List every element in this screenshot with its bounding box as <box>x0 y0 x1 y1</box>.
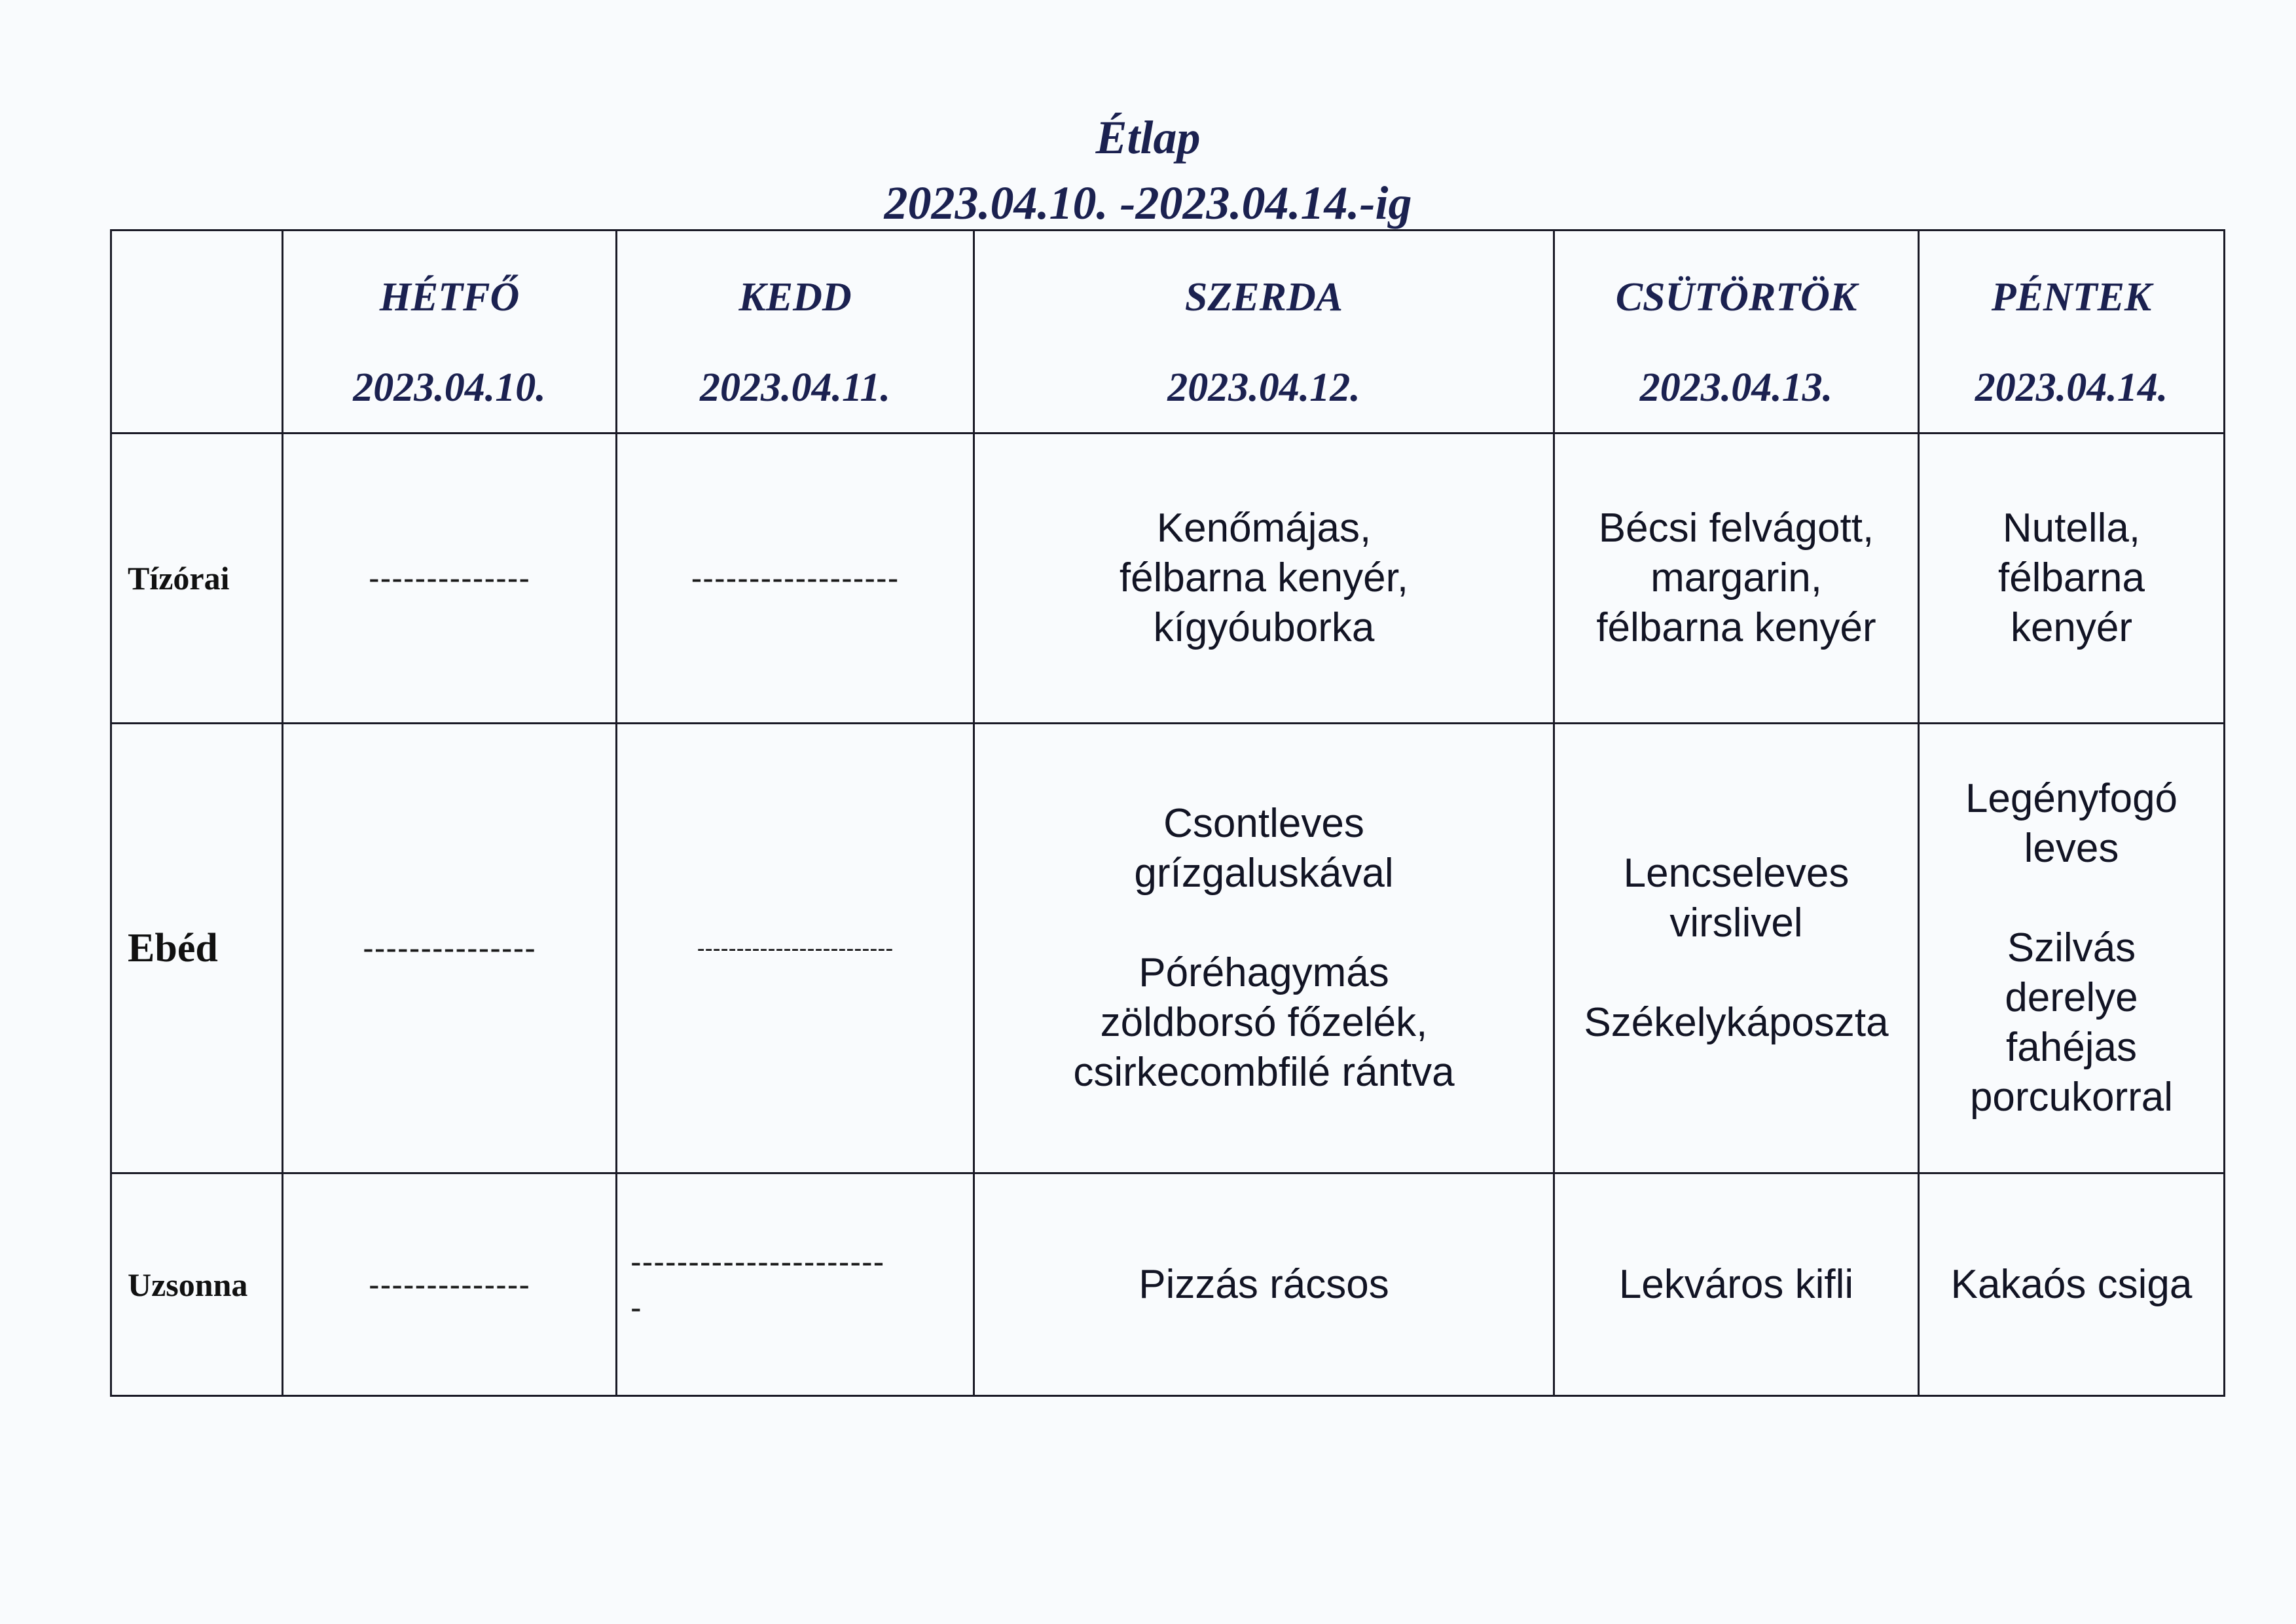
row-label-uzsonna: Uzsonna <box>111 1173 283 1396</box>
day-name: PÉNTEK <box>1991 275 2152 320</box>
tizorai-wednesday <box>974 434 1554 724</box>
uzsonna-friday: Kakaós csiga <box>1919 1173 2225 1396</box>
menu-line: - <box>630 1289 642 1326</box>
day-name: KEDD <box>738 275 852 320</box>
menu-line: félbarna kenyér <box>1596 605 1876 650</box>
row-label-tizorai: Tízórai <box>111 434 283 724</box>
tizorai-monday: -------------- <box>283 434 617 724</box>
day-header-wednesday <box>974 231 1554 434</box>
menu-line: virslivel <box>1669 900 1803 946</box>
menu-line: derelye <box>2005 975 2138 1020</box>
day-date: 2023.04.12. <box>1167 365 1360 410</box>
row-tizorai <box>111 434 2225 724</box>
tizorai-tuesday: ------------------ <box>617 434 974 724</box>
menu-line: Bécsi felvágott, <box>1598 506 1874 551</box>
menu-line: porcukorral <box>1969 1075 2174 1120</box>
menu-line: Kenőmájas, <box>1156 506 1372 551</box>
day-header-tuesday <box>617 231 974 434</box>
uzsonna-monday: -------------- <box>283 1173 617 1396</box>
menu-line: grízgaluskával <box>1134 851 1394 896</box>
document-title-block <box>0 105 2296 236</box>
corner-cell <box>111 231 283 434</box>
day-date: 2023.04.13. <box>1639 365 1833 410</box>
spacer <box>1920 874 2223 923</box>
menu-line: Póréhagymás <box>1139 950 1389 995</box>
menu-line: csirkecombfilé rántva <box>1073 1050 1455 1095</box>
uzsonna-thursday: Lekváros kifli <box>1554 1173 1919 1396</box>
tizorai-friday <box>1919 434 2225 724</box>
uzsonna-tuesday <box>617 1173 974 1396</box>
header-row <box>111 231 2225 434</box>
day-date: 2023.04.10. <box>353 365 546 410</box>
menu-line: zöldborsó főzelék, <box>1100 1000 1428 1045</box>
ebed-friday <box>1919 724 2225 1173</box>
ebed-tuesday: ------------------------- <box>617 724 974 1173</box>
ebed-monday: --------------- <box>283 724 617 1173</box>
row-label-ebed: Ebéd <box>111 724 283 1173</box>
menu-line: félbarna <box>1997 555 2145 600</box>
spacer <box>975 898 1553 948</box>
menu-line: Lencseleves <box>1623 851 1850 896</box>
day-name: SZERDA <box>1184 275 1343 320</box>
menu-line: Székelykáposzta <box>1584 1000 1889 1045</box>
menu-line: félbarna kenyér, <box>1119 555 1409 600</box>
tizorai-thursday <box>1554 434 1919 724</box>
menu-line: margarin, <box>1650 555 1822 600</box>
day-header-thursday <box>1554 231 1919 434</box>
day-header-friday <box>1919 231 2225 434</box>
row-ebed <box>111 724 2225 1173</box>
menu-line: Nutella, <box>2002 506 2141 551</box>
menu-line: ---------------------- <box>630 1243 885 1280</box>
menu-line: Legényfogó <box>1965 776 2178 821</box>
menu-line: Szilvás <box>2007 925 2136 970</box>
menu-line: kígyóuborka <box>1153 605 1375 650</box>
ebed-thursday <box>1554 724 1919 1173</box>
day-date: 2023.04.14. <box>1975 365 2168 410</box>
menu-line: Csontleves <box>1163 801 1364 846</box>
menu-line: fahéjas <box>2006 1025 2137 1070</box>
day-date: 2023.04.11. <box>699 365 891 410</box>
page-title: Étlap <box>1095 111 1201 164</box>
date-range: 2023.04.10. -2023.04.14.-ig <box>884 177 1412 229</box>
day-header-monday <box>283 231 617 434</box>
row-uzsonna <box>111 1173 2225 1396</box>
ebed-wednesday <box>974 724 1554 1173</box>
day-name: HÉTFŐ <box>379 275 520 320</box>
spacer <box>1555 948 1918 998</box>
uzsonna-wednesday: Pizzás rácsos <box>974 1173 1554 1396</box>
menu-line: kenyér <box>2010 605 2133 650</box>
menu-table <box>110 229 2225 1397</box>
day-name: CSÜTÖRTÖK <box>1615 275 1857 320</box>
menu-line: leves <box>2024 826 2119 871</box>
